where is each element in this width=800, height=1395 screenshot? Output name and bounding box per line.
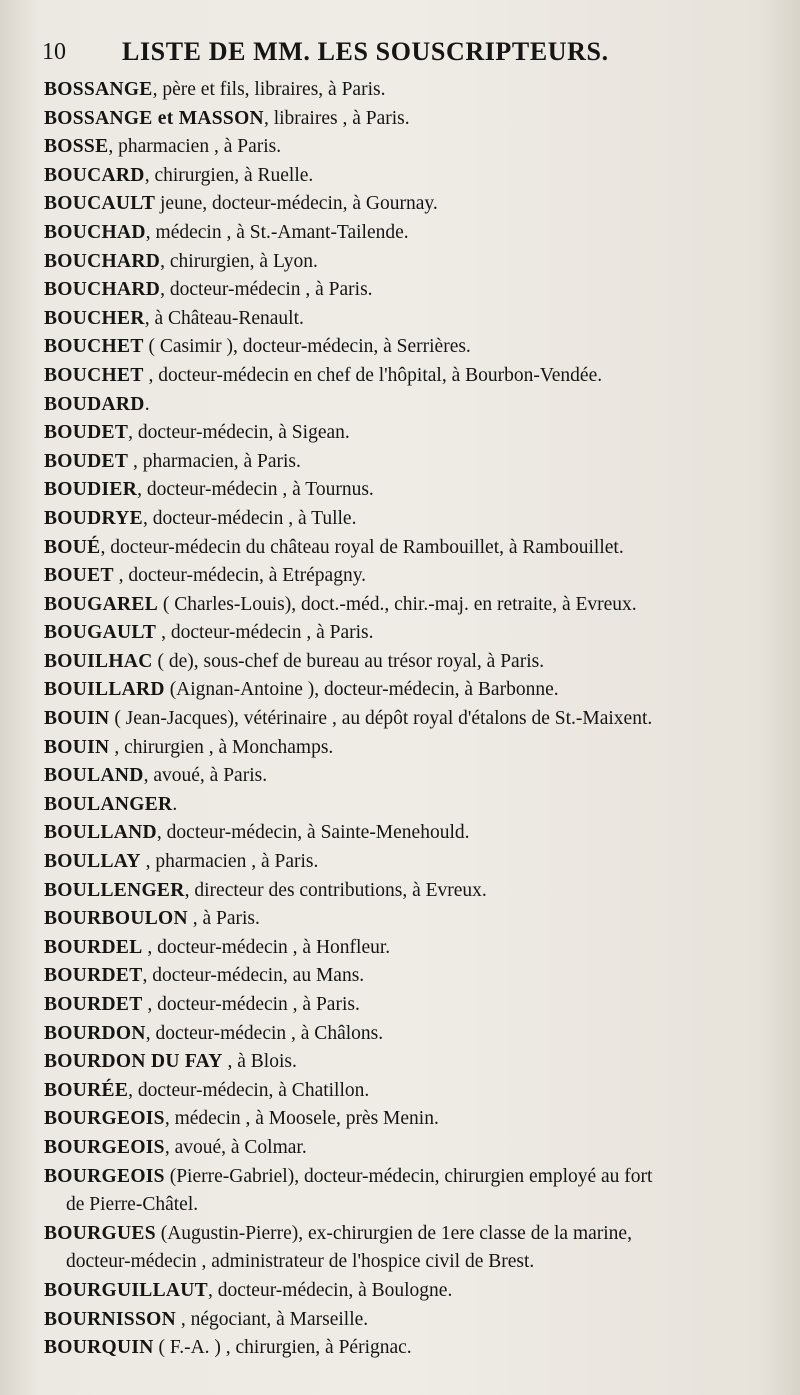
subscriber-details: , docteur-médecin , à Tulle. [142,507,357,529]
subscriber-name: BOUCHAD [44,221,146,243]
subscriber-entry [44,1105,764,1134]
subscriber-entry [44,1134,764,1163]
subscriber-details-continued: de Pierre-Châtel. [66,1194,199,1216]
subscriber-entry [44,705,764,734]
subscriber-entry [44,1306,764,1335]
subscriber-entry [44,190,764,219]
subscriber-name: BOUGAREL [44,593,159,615]
subscriber-details: , docteur-médecin , à Châlons. [145,1022,384,1044]
subscriber-entry [44,105,764,134]
subscriber-list [44,76,764,1363]
subscriber-name: BOUCARD [44,164,145,186]
subscriber-name: BOUILHAC [44,650,153,672]
subscriber-entry [44,877,764,906]
subscriber-name: BOURGEOIS [44,1108,165,1130]
subscriber-name: BOSSANGE et MASSON [44,107,264,129]
subscriber-name: BOUCAULT [44,193,156,215]
subscriber-entry [44,762,764,791]
subscriber-name: BOUDARD [44,393,145,415]
subscriber-entry [44,162,764,191]
subscriber-details: , à Paris. [187,908,260,930]
subscriber-entry [44,476,764,505]
subscriber-entry [44,962,764,991]
subscriber-details: , chirurgien, à Lyon. [160,250,318,272]
subscriber-name: BOULLENGER [44,879,185,901]
subscriber-name: BOULAND [44,765,144,787]
subscriber-entry [44,734,764,763]
subscriber-entry [44,133,764,162]
subscriber-details: , docteur-médecin, à Boulogne. [207,1279,453,1301]
subscriber-details: , docteur-médecin, à Sainte-Menehould. [156,822,470,844]
subscriber-entry [44,905,764,934]
subscriber-name: BOUIN [44,708,110,730]
subscriber-entry [44,1020,764,1049]
page-header [42,30,680,74]
subscriber-entry [44,1077,764,1106]
subscriber-name: BOURÉE [44,1079,129,1101]
subscriber-details: , médecin , à St.-Amant-Tailende. [145,221,409,243]
subscriber-name: BOUCHER [44,307,145,329]
subscriber-entry [44,219,764,248]
subscriber-entry [44,391,764,420]
subscriber-details-continued: docteur-médecin , administrateur de l'hospice civil de Brest. [66,1251,535,1273]
subscriber-name: BOURDON DU FAY [44,1051,223,1073]
subscriber-name: BOURGUES [44,1222,156,1244]
subscriber-entry [44,1048,764,1077]
subscriber-entry [44,534,764,563]
subscriber-name: BOSSE [44,136,109,158]
subscriber-details: , père et fils, libraires, à Paris. [152,79,386,100]
subscriber-name: BOURDON [44,1022,146,1044]
subscriber-details: (Aignan-Antoine ), docteur-médecin, à Barbonne. [164,679,559,701]
subscriber-entry [44,591,764,620]
subscriber-name: BOUCHARD [44,250,161,272]
subscriber-name: BOULLAND [44,822,157,844]
page-number: 10 [42,38,66,65]
subscriber-entry [44,791,764,820]
subscriber-details: , docteur-médecin , à Honfleur. [142,936,391,958]
subscriber-name: BOURQUIN [44,1337,154,1359]
subscriber-name: BOUCHET [44,364,144,386]
subscriber-details: , docteur-médecin , à Paris. [156,622,374,644]
subscriber-name: BOUIN [44,736,110,758]
subscriber-name: BOUGAULT [44,622,157,644]
subscriber-entry [44,362,764,391]
subscriber-details: , à Château-Renault. [144,307,304,329]
subscriber-details: (Augustin-Pierre), ex-chirurgien de 1ere classe de la marine, [155,1222,632,1244]
subscriber-entry [44,448,764,477]
subscriber-details: ( Casimir ), docteur-médecin, à Serrières. [143,336,471,358]
subscriber-details: , directeur des contributions, à Evreux. [184,879,487,901]
subscriber-details: ( de), sous-chef de bureau au trésor royal, à Paris. [152,650,545,672]
subscriber-details: , docteur-médecin du château royal de Rambouillet, à Rambouillet. [100,536,624,558]
subscriber-entry [44,648,764,677]
subscriber-name: BOULLAY [44,851,141,873]
subscriber-details: , pharmacien , à Paris. [108,136,282,158]
subscriber-entry [44,934,764,963]
subscriber-name: BOUILLARD [44,679,165,701]
subscriber-details: , docteur-médecin , à Paris. [160,279,373,301]
subscriber-details: , docteur-médecin, au Mans. [142,965,365,987]
subscriber-details: , chirurgien, à Ruelle. [144,164,314,186]
subscriber-name: BOSSANGE [44,79,153,100]
subscriber-entry [44,819,764,848]
subscriber-name: BOUET [44,565,114,587]
subscriber-name: BOURBOULON [44,908,188,930]
subscriber-name: BOURDEL [44,936,143,958]
subscriber-entry [44,848,764,877]
subscriber-name: BOUÉ [44,536,101,558]
subscriber-name: BOURDET [44,994,143,1015]
subscriber-entry [44,505,764,534]
subscriber-details: . [144,393,150,415]
subscriber-name: BOURGUILLAUT [44,1279,208,1301]
subscriber-name: BOURGEOIS [44,1165,165,1187]
subscriber-entry [44,676,764,705]
subscriber-name: BOURNISSON [44,1308,176,1330]
subscriber-details: ( Charles-Louis), doct.-méd., chir.-maj. en retraite, à Evreux. [158,593,637,615]
subscriber-details: , avoué, à Colmar. [164,1136,307,1158]
subscriber-details: (Pierre-Gabriel), docteur-médecin, chirurgien employé au fort [164,1165,653,1187]
subscriber-details: , libraires , à Paris. [263,107,410,129]
subscriber-details: ( Jean-Jacques), vétérinaire , au dépôt royal d'étalons de St.-Maixent. [109,708,653,730]
subscriber-name: BOUCHET [44,336,144,358]
running-title: LISTE DE MM. LES SOUSCRIPTEURS. [122,37,609,66]
subscriber-name: BOURDET [44,965,143,987]
subscriber-details: , docteur-médecin, à Chatillon. [128,1079,370,1101]
subscriber-details: , docteur-médecin , à Paris. [142,994,360,1015]
subscriber-entry [44,419,764,448]
subscriber-entry [44,305,764,334]
subscriber-entry [44,276,764,305]
subscriber-entry [44,1220,764,1277]
subscriber-entry [44,1334,764,1363]
subscriber-entry [44,991,764,1020]
subscriber-entry [44,333,764,362]
subscriber-entry [44,248,764,277]
subscriber-name: BOUDET [44,422,129,444]
subscriber-details: , docteur-médecin, à Etrépagny. [113,565,367,587]
subscriber-entry [44,76,764,105]
subscriber-details: , négociant, à Marseille. [175,1308,369,1330]
subscriber-details: , à Blois. [222,1051,297,1073]
subscriber-details: , docteur-médecin , à Tournus. [137,479,374,501]
subscriber-details: , pharmacien, à Paris. [128,450,301,472]
subscriber-details: , pharmacien , à Paris. [140,851,319,873]
subscriber-name: BOUDRYE [44,507,143,529]
subscriber-details: , médecin , à Moosele, près Menin. [164,1108,439,1130]
subscriber-details: , docteur-médecin, à Sigean. [128,422,350,444]
subscriber-entry [44,562,764,591]
subscriber-name: BOUCHARD [44,279,161,301]
subscriber-details: , avoué, à Paris. [143,765,268,787]
subscriber-entry [44,1163,764,1220]
subscriber-details: jeune, docteur-médecin, à Gournay. [155,193,438,215]
subscriber-name: BOURGEOIS [44,1136,165,1158]
subscriber-name: BOULANGER [44,793,173,815]
subscriber-details: . [172,793,178,815]
subscriber-details: , docteur-médecin en chef de l'hôpital, à Bourbon-Vendée. [143,364,603,386]
subscriber-name: BOUDET [44,450,129,472]
subscriber-name: BOUDIER [44,479,138,501]
subscriber-entry [44,619,764,648]
subscriber-details: ( F.-A. ) , chirurgien, à Pérignac. [153,1337,412,1359]
subscriber-entry [44,1277,764,1306]
subscriber-details: , chirurgien , à Monchamps. [109,736,334,758]
